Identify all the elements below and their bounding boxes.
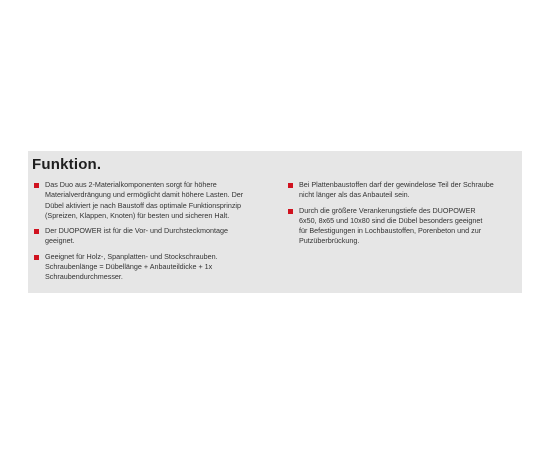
list-item-text: Das Duo aus 2-Materialkomponenten sorgt für höhere Materialverdrängung und ermöglicht damit höhere Lasten. Der Dübel aktiviert je nach Baustoff das optimale Funktionsprinzip (Spreizen, Klappen, Knoten) für besten und sicheren Halt.: [45, 180, 244, 220]
square-bullet-icon: [34, 183, 39, 188]
square-bullet-icon: [34, 255, 39, 260]
list-item: [286, 180, 516, 201]
square-bullet-icon: [288, 209, 293, 214]
list-item: [32, 252, 280, 283]
left-column: [32, 180, 280, 288]
right-column: [286, 180, 516, 288]
list-item-text: Durch die größere Verankerungstiefe des DUOPOWER 6x50, 8x65 und 10x80 sind die Dübel besonders geeignet für Befestigungen in Lochbaustoffen, Porenbeton und zur Putzüberbrückung.: [299, 205, 483, 246]
list-item-text: Bei Plattenbaustoffen darf der gewindelose Teil der Schraube nicht länger als das Anbauteil sein.: [299, 180, 494, 200]
section-title: Funktion.: [32, 156, 102, 173]
list-item: [32, 226, 280, 247]
list-item-text: Der DUOPOWER ist für die Vor- und Durchsteckmontage geeignet.: [45, 226, 228, 246]
list-item: [286, 206, 516, 247]
list-item: [32, 180, 280, 221]
square-bullet-icon: [288, 183, 293, 188]
function-panel: [28, 151, 522, 293]
columns: [32, 180, 516, 288]
list-item-text: Geeignet für Holz-, Spanplatten- und Stockschrauben. Schraubenlänge = Dübellänge + Anbauteildicke + 1x Schraubendurchmesser.: [45, 251, 218, 282]
square-bullet-icon: [34, 229, 39, 234]
